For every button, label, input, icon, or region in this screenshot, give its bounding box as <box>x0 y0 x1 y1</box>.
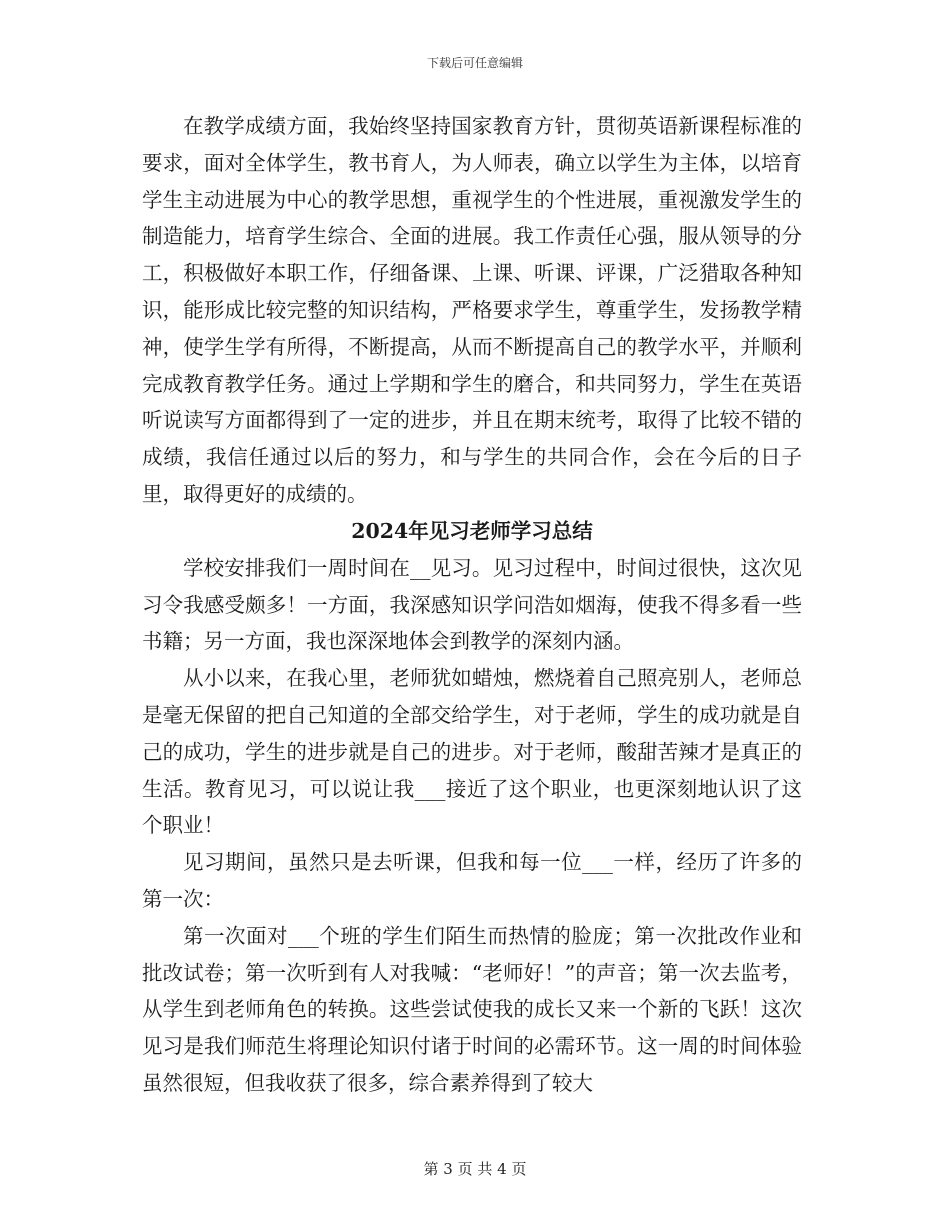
paragraph-4: 第一次面对___个班的学生们陌生而热情的脸庞；第一次批改作业和批改试卷；第一次听到有人对我喊：“老师好！”的声音；第一次去监考，从学生到老师角色的转换。这些尝试使我的成长又来一个新的飞跃！这次见习是我们师范生将理论知识付诸于时间的必需环节。这一周的时间体验虽然很短，但我收获了很多，综合素养得到了较大 <box>142 923 802 1095</box>
document-body <box>142 108 802 1102</box>
page-footer: 第 3 页 共 4 页 <box>423 1160 527 1178</box>
intro-paragraph: 在教学成绩方面，我始终坚持国家教育方针，贯彻英语新课程标准的要求，面对全体学生，教书育人，为人师表，确立以学生为主体，以培育学生主动进展为中心的教学思想，重视学生的个性进展，重视激发学生的制造能力，培育学生综合、全面的进展。我工作责任心强，服从领导的分工，积极做好本职工作，仔细备课、上课、听课、评课，广泛猎取各种知识，能形成比较完整的知识结构，严格要求学生，尊重学生，发扬教学精神，使学生学有所得，不断提高，从而不断提高自己的教学水平，并顺利完成教育教学任务。通过上学期和学生的磨合，和共同努力，学生在英语听说读写方面都得到了一定的进步，并且在期末统考，取得了比较不错的成绩，我信任通过以后的努力，和与学生的共同合作，会在今后的日子里，取得更好的成绩的。 <box>142 114 802 506</box>
paragraph-1: 学校安排我们一周时间在__见习。见习过程中，时间过很快，这次见习令我感受颇多！一方面，我深感知识学问浩如烟海，使我不得多看一些书籍；另一方面，我也深深地体会到教学的深刻内涵。 <box>142 555 802 654</box>
page-header: 下载后可任意编辑 <box>426 56 523 70</box>
paragraph-3: 见习期间，虽然只是去听课，但我和每一位___一样，经历了许多的第一次： <box>142 850 802 911</box>
paragraph-2: 从小以来，在我心里，老师犹如蜡烛，燃烧着自己照亮别人，老师总是毫无保留的把自己知道的全部交给学生，对于老师，学生的成功就是自己的成功，学生的进步就是自己的进步。对于老师，酸甜苦辣才是真正的生活。教育见习，可以说让我___接近了这个职业，也更深刻地认识了这个职业！ <box>142 666 802 838</box>
section-title: 2024年见习老师学习总结 <box>351 518 593 543</box>
